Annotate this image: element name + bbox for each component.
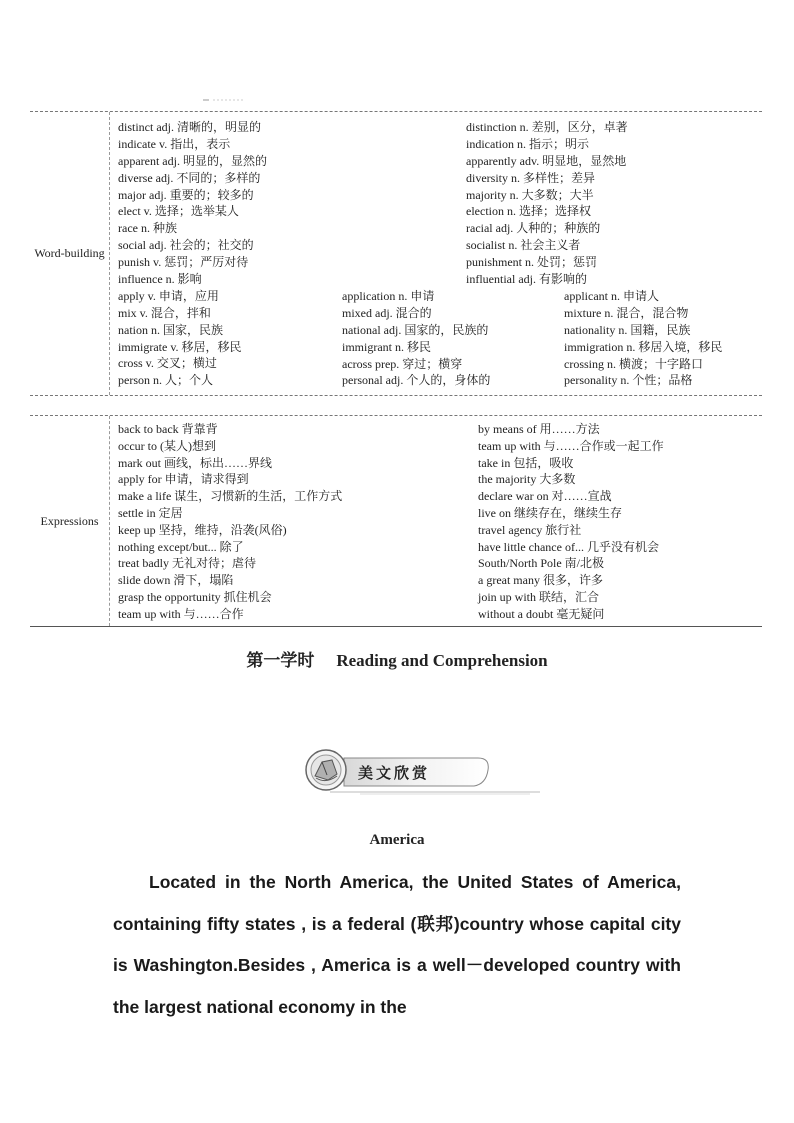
list-item: without a doubt 毫无疑问 [478, 606, 605, 621]
list-item: by means of 用……方法 [478, 422, 600, 436]
word-building-right-top-column [466, 119, 628, 288]
list-item: personal adj. 个人的，身体的 [342, 373, 491, 388]
list-item: travel agency 旅行社 [478, 522, 582, 537]
list-item: diverse adj. 不同的；多样的 [118, 170, 261, 185]
lesson-heading-en: Reading and Comprehension [336, 651, 548, 670]
list-item: race n. 种族 [118, 221, 177, 236]
list-item: immigrant n. 移民 [342, 339, 431, 354]
list-item: join up with 联结，汇合 [478, 589, 600, 604]
list-item: major adj. 重要的；较多的 [118, 187, 254, 202]
list-item: social adj. 社会的；社交的 [118, 238, 254, 253]
list-item: apparent adj. 明显的，显然的 [118, 153, 267, 168]
list-item: immigrate v. 移居，移民 [118, 339, 242, 354]
list-item: occur to (某人)想到 [118, 438, 216, 453]
list-item: influence n. 影响 [118, 272, 202, 287]
list-item: declare war on 对……宣战 [478, 489, 612, 504]
list-item: live on 继续存在，继续生存 [478, 505, 622, 520]
section-divider-lower [30, 395, 762, 396]
list-item: racial adj. 人种的；种族的 [466, 221, 601, 236]
section-banner [300, 748, 540, 796]
article-title: America [369, 832, 425, 848]
list-item: South/North Pole 南/北极 [478, 556, 605, 571]
list-item: nothing except/but... 除了 [118, 539, 244, 554]
list-item: mixture n. 混合，混合物 [564, 305, 689, 320]
list-item: nationality n. 国籍，民族 [564, 322, 691, 337]
list-item: mix v. 混合，拌和 [118, 305, 211, 320]
list-item: make a life 谋生，习惯新的生活，工作方式 [118, 489, 343, 504]
list-item: apply v. 申请，应用 [118, 288, 219, 303]
list-item: majority n. 大多数；大半 [466, 187, 594, 202]
list-item: have little chance of... 几乎没有机会 [478, 539, 659, 554]
word-building-divider [109, 112, 110, 395]
article-paragraph: Located in the North America, the United States of America, containing fifty states , is a federal (联邦)country whose capital city is Washington.Besides , America is a well－developed country with the largest national economy in the [113, 872, 681, 1017]
list-item: distinct adj. 清晰的，明显的 [118, 120, 261, 134]
word-building-label: Word-building [34, 246, 105, 260]
list-item: cross v. 交叉；横过 [118, 356, 217, 371]
expressions-divider [109, 416, 110, 626]
list-item: punishment n. 处罚；惩罚 [466, 255, 597, 270]
list-item: application n. 申请 [342, 289, 435, 303]
list-item: apparently adv. 明显地，显然地 [466, 153, 627, 168]
list-item: take in 包括，吸收 [478, 455, 574, 470]
banner-text: 美文欣赏 [358, 764, 431, 782]
list-item: personality n. 个性；品格 [564, 373, 693, 388]
word-building-right-bottom-column [564, 288, 722, 389]
list-item: indicate v. 指出，表示 [118, 136, 231, 151]
scan-mark [203, 98, 243, 103]
list-item: settle in 定居 [118, 505, 183, 520]
list-item: punish v. 惩罚；严厉对待 [118, 255, 249, 270]
list-item: mark out 画线，标出……界线 [118, 455, 272, 470]
list-item: indication n. 指示；明示 [466, 136, 589, 151]
expressions-label: Expressions [40, 514, 99, 528]
list-item: election n. 选择；选择权 [466, 204, 591, 219]
list-item: team up with 与……合作 [118, 606, 244, 621]
list-item: person n. 人；个人 [118, 373, 213, 388]
list-item: immigration n. 移居入境，移民 [564, 339, 723, 354]
list-item: influential adj. 有影响的 [466, 272, 587, 287]
section-divider-upper [30, 415, 762, 416]
list-item: diversity n. 多样性；差异 [466, 170, 595, 185]
lesson-heading-cn: 第一学时 [246, 651, 315, 671]
list-item: keep up 坚持，维持，沿袭(风俗) [118, 522, 287, 537]
list-item: socialist n. 社会主义者 [466, 238, 581, 253]
list-item: distinction n. 差别，区分，卓著 [466, 120, 628, 134]
word-building-middle-column [342, 288, 490, 389]
list-item: mixed adj. 混合的 [342, 305, 432, 320]
table-bottom-border [30, 626, 762, 627]
list-item: national adj. 国家的，民族的 [342, 322, 489, 337]
list-item: applicant n. 申请人 [564, 289, 659, 303]
list-item: across prep. 穿过；横穿 [342, 356, 463, 371]
list-item: the majority 大多数 [478, 472, 576, 487]
list-item: elect v. 选择；选举某人 [118, 204, 239, 219]
table-top-border [30, 111, 762, 112]
expressions-right-column [478, 421, 664, 623]
list-item: grasp the opportunity 抓住机会 [118, 589, 272, 604]
list-item: treat badly 无礼对待；虐待 [118, 556, 256, 571]
list-item: team up with 与……合作或一起工作 [478, 438, 664, 453]
list-item: nation n. 国家，民族 [118, 322, 223, 337]
list-item: apply for 申请，请求得到 [118, 472, 249, 487]
list-item: slide down 滑下，塌陷 [118, 573, 234, 588]
lesson-heading [0, 646, 794, 671]
list-item: crossing n. 横渡；十字路口 [564, 356, 703, 371]
word-building-left-column [118, 119, 267, 389]
list-item: a great many 很多，许多 [478, 573, 603, 588]
expressions-left-column [118, 421, 342, 623]
list-item: back to back 背靠背 [118, 422, 218, 436]
